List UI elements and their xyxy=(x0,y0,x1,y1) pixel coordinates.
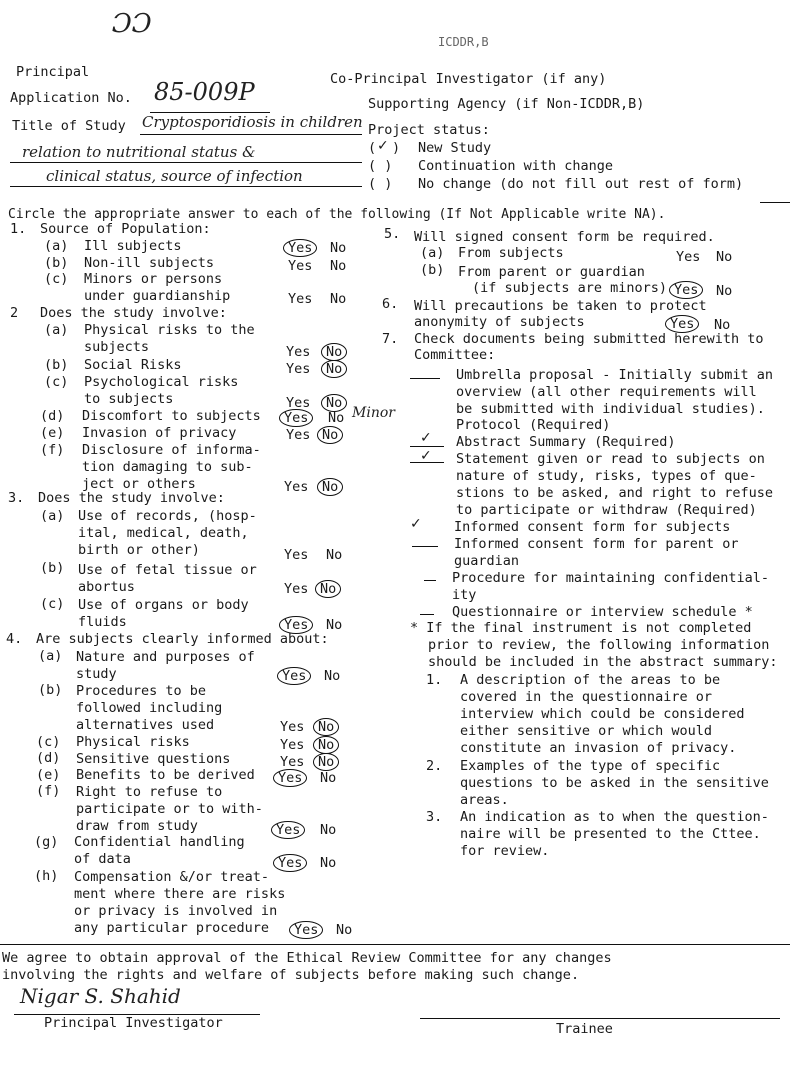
q6-yes: Yes xyxy=(670,316,694,332)
doc-umbrella-2: overview (all other requirements will xyxy=(456,384,757,400)
q3b-yes: Yes xyxy=(284,581,309,597)
q2e-letter: (e) xyxy=(40,425,65,441)
q2a-no: No xyxy=(326,344,342,360)
q2a-letter: (a) xyxy=(44,322,69,338)
title-label: Title of Study xyxy=(12,118,126,134)
project-status-label: Project status: xyxy=(368,122,490,138)
footer-rule xyxy=(0,944,790,945)
note-item-3-line-3: for review. xyxy=(460,843,550,859)
q2a-text-1: Physical risks to the xyxy=(84,322,255,338)
q2c-no: No xyxy=(326,395,342,411)
q2b-yes: Yes xyxy=(286,361,311,377)
q4f-no: No xyxy=(320,822,337,838)
q4b-yes: Yes xyxy=(280,719,305,735)
title-underline-1 xyxy=(140,134,362,135)
q5a-yes: Yes xyxy=(676,249,701,265)
q4h-no: No xyxy=(336,922,353,938)
agreement-line-2: involving the rights and welfare of subjects before making such change. xyxy=(2,967,580,983)
q4e-text: Benefits to be derived xyxy=(76,767,255,783)
q2-number: 2 xyxy=(10,305,19,321)
q2d-no: No xyxy=(328,410,345,426)
q3a-text-1: Use of records, (hosp- xyxy=(78,508,257,524)
q4d-text: Sensitive questions xyxy=(76,751,231,767)
q2d-yes: Yes xyxy=(284,410,308,426)
q4e-yes: Yes xyxy=(278,770,302,786)
pi-signature: Nigar S. Shahid xyxy=(20,984,181,1008)
doc-statement-blank xyxy=(410,462,444,463)
header-right-rule xyxy=(760,202,790,203)
q4h-text-3: or privacy is involved in xyxy=(74,903,278,919)
q2c-letter: (c) xyxy=(44,374,69,390)
q4a-text-2: study xyxy=(76,666,117,682)
q1b-text: Non-ill subjects xyxy=(84,255,215,271)
q5a-no: No xyxy=(716,249,733,265)
q4g-text-2: of data xyxy=(74,851,131,867)
q4a-yes: Yes xyxy=(282,668,306,684)
note-item-2-line-1: Examples of the type of specific xyxy=(460,758,721,774)
title-line-3: clinical status, source of infection xyxy=(46,167,303,185)
q2d-text: Discomfort to subjects xyxy=(82,408,261,424)
q4f-text-2: participate or to with- xyxy=(76,801,263,817)
application-number: 85-009P xyxy=(154,78,255,106)
title-line-2: relation to nutritional status & xyxy=(22,143,256,161)
q4a-text-1: Nature and purposes of xyxy=(76,649,255,665)
q4f-text-1: Right to refuse to xyxy=(76,784,223,800)
q2a-yes: Yes xyxy=(286,344,311,360)
q3b-no: No xyxy=(320,581,336,597)
status-bracket-nochange: ( ) xyxy=(368,176,393,192)
q1a-letter: (a) xyxy=(44,238,69,254)
header-org: ICDDR,B xyxy=(438,35,489,49)
q1c-yes: Yes xyxy=(288,291,313,307)
supporting-agency-label: Supporting Agency (if Non-ICDDR,B) xyxy=(368,96,645,112)
application-label: Application No. xyxy=(10,90,132,106)
q2e-no: No xyxy=(322,427,338,443)
doc-consent-parent-1: Informed consent form for parent or xyxy=(454,536,739,552)
q4g-yes: Yes xyxy=(278,855,302,871)
status-bracket-change: ( ) xyxy=(368,158,393,174)
q4b-text-2: followed including xyxy=(76,700,223,716)
q2c-text-1: Psychological risks xyxy=(84,374,239,390)
q5-title: Will signed consent form be required. xyxy=(414,229,715,245)
status-nochange-label: No change (do not fill out rest of form) xyxy=(418,176,744,192)
q4c-yes: Yes xyxy=(280,737,305,753)
q4f-letter: (f) xyxy=(36,783,61,799)
q4f-yes: Yes xyxy=(276,822,300,838)
q4h-yes: Yes xyxy=(294,922,318,938)
q3a-text-2: ital, medical, death, xyxy=(78,525,249,541)
q4b-text-1: Procedures to be xyxy=(76,683,207,699)
q4d-yes: Yes xyxy=(280,754,305,770)
principal-label: Principal xyxy=(16,64,90,80)
q4c-letter: (c) xyxy=(36,734,61,750)
note-item-1-line-3: interview which could be considered xyxy=(460,706,745,722)
note-item-2-line-3: areas. xyxy=(460,792,509,808)
q2c-yes: Yes xyxy=(286,395,311,411)
q3a-letter: (a) xyxy=(40,508,65,524)
trainee-signature-line xyxy=(420,1018,780,1019)
q1a-text: Ill subjects xyxy=(84,238,182,254)
status-change-label: Continuation with change xyxy=(418,158,614,174)
q4b-text-3: alternatives used xyxy=(76,717,215,733)
note-item-1-line-4: either sensitive or which would xyxy=(460,723,712,739)
doc-umbrella-blank xyxy=(410,378,440,379)
q4c-text: Physical risks xyxy=(76,734,190,750)
q2a-text-2: subjects xyxy=(84,339,150,355)
doc-consent-subj-check: ✓ xyxy=(410,516,422,532)
q6-text-1: Will precautions be taken to protect xyxy=(414,298,707,314)
q2f-text-1: Disclosure of informa- xyxy=(82,442,261,458)
doc-protocol: Protocol (Required) xyxy=(456,417,611,433)
note-item-3-line-2: naire will be presented to the Cttee. xyxy=(460,826,761,842)
doc-consent-parent-2: guardian xyxy=(454,553,520,569)
q2f-no: No xyxy=(322,479,338,495)
doc-umbrella-3: be submitted with individual studies). xyxy=(456,401,765,417)
q3a-text-3: birth or other) xyxy=(78,542,200,558)
status-bracket-new-close: ) xyxy=(392,140,401,156)
q3c-yes: Yes xyxy=(284,617,308,633)
title-line-1: Cryptosporidiosis in children xyxy=(142,113,363,131)
doc-statement-4: to participate or withdraw (Required) xyxy=(456,502,757,518)
q2e-text: Invasion of privacy xyxy=(82,425,237,441)
q7-text-2: Committee: xyxy=(414,347,496,363)
note-item-1-line-2: covered in the questionnaire or xyxy=(460,689,712,705)
q1c-text-2: under guardianship xyxy=(84,288,231,304)
note-item-1-line-5: constitute an invasion of privacy. xyxy=(460,740,737,756)
q4e-letter: (e) xyxy=(36,767,61,783)
title-underline-3 xyxy=(10,186,362,187)
q2e-yes: Yes xyxy=(286,427,311,443)
q1b-no: No xyxy=(330,258,347,274)
q5b-text-2: (if subjects are minors) xyxy=(472,280,668,296)
q3a-no: No xyxy=(326,547,343,563)
co-investigator-label: Co-Principal Investigator (if any) xyxy=(330,71,607,87)
q2b-no: No xyxy=(326,361,342,377)
q5b-text-1: From parent or guardian xyxy=(458,264,645,280)
doc-confid-1: Procedure for maintaining confidential- xyxy=(452,570,769,586)
q4h-text-1: Compensation &/or treat- xyxy=(74,869,270,885)
note-2: prior to review, the following information xyxy=(428,637,770,653)
q2d-note: Minor xyxy=(352,405,395,421)
q4b-no: No xyxy=(318,719,334,735)
doc-consent-par-blank xyxy=(412,546,438,547)
note-item-3-line-1: An indication as to when the question- xyxy=(460,809,769,825)
q6-text-2: anonymity of subjects xyxy=(414,314,585,330)
q4g-no: No xyxy=(320,855,337,871)
doc-question-blank xyxy=(420,614,434,615)
status-bracket-new: ( xyxy=(368,140,377,156)
status-new-check: ✓ xyxy=(377,138,389,154)
q3c-text-1: Use of organs or body xyxy=(78,597,249,613)
q1-title: Source of Population: xyxy=(40,221,211,237)
doc-consent-subjects: Informed consent form for subjects xyxy=(454,519,731,535)
doc-umbrella-1: Umbrella proposal - Initially submit an xyxy=(456,367,773,383)
note-item-3-number: 3. xyxy=(426,809,443,825)
doc-confid-blank xyxy=(424,580,436,581)
q1c-letter: (c) xyxy=(44,271,69,287)
q4h-letter: (h) xyxy=(34,868,59,884)
agreement-line-1: We agree to obtain approval of the Ethical Review Committee for any changes xyxy=(2,950,612,966)
q5-number: 5. xyxy=(384,226,401,242)
q2d-letter: (d) xyxy=(40,408,65,424)
q3-title: Does the study involve: xyxy=(38,490,225,506)
q4-title: Are subjects clearly informed about: xyxy=(36,631,329,647)
q4e-no: No xyxy=(320,770,337,786)
q4a-letter: (a) xyxy=(38,648,63,664)
header-scribble: ƆƆ xyxy=(112,9,152,39)
q3a-yes: Yes xyxy=(284,547,309,563)
q4f-text-3: draw from study xyxy=(76,818,198,834)
q4c-no: No xyxy=(318,737,334,753)
q4h-text-2: ment where there are risks xyxy=(74,886,286,902)
note-item-1-line-1: A description of the areas to be xyxy=(460,672,721,688)
note-item-1-number: 1. xyxy=(426,672,443,688)
q5a-text: From subjects xyxy=(458,245,564,261)
q2f-text-3: ject or others xyxy=(82,476,196,492)
q1c-text-1: Minors or persons xyxy=(84,271,223,287)
q4h-text-4: any particular procedure xyxy=(74,920,270,936)
q2b-letter: (b) xyxy=(44,357,69,373)
q5b-yes: Yes xyxy=(674,282,698,298)
doc-statement-check: ✓ xyxy=(420,448,432,464)
q7-text-1: Check documents being submitted herewith to xyxy=(414,331,764,347)
q4g-letter: (g) xyxy=(34,834,59,850)
note-3: should be included in the abstract summary: xyxy=(428,654,778,670)
q2f-letter: (f) xyxy=(40,442,65,458)
q1-number: 1. xyxy=(10,221,27,237)
doc-confid-2: ity xyxy=(452,587,477,603)
pi-label: Principal Investigator xyxy=(44,1015,223,1031)
q1c-no: No xyxy=(330,291,347,307)
q4-number: 4. xyxy=(6,631,23,647)
doc-statement-1: Statement given or read to subjects on xyxy=(456,451,765,467)
note-item-2-number: 2. xyxy=(426,758,443,774)
q3c-letter: (c) xyxy=(40,596,65,612)
q4a-no: No xyxy=(324,668,341,684)
q1a-yes: Yes xyxy=(288,240,312,256)
q3-number: 3. xyxy=(8,490,25,506)
q6-no: No xyxy=(714,317,731,333)
q5a-letter: (a) xyxy=(420,245,445,261)
q1b-letter: (b) xyxy=(44,255,69,271)
instruction-text: Circle the appropriate answer to each of the following (If Not Applicable write NA). xyxy=(8,207,666,222)
q5b-letter: (b) xyxy=(420,262,445,278)
q3b-letter: (b) xyxy=(40,560,65,576)
q7-number: 7. xyxy=(382,331,399,347)
title-underline-2 xyxy=(10,162,362,163)
q4b-letter: (b) xyxy=(38,682,63,698)
q4g-text-1: Confidential handling xyxy=(74,834,245,850)
doc-abstract: Abstract Summary (Required) xyxy=(456,434,676,450)
trainee-label: Trainee xyxy=(556,1021,613,1037)
q3b-text-2: abortus xyxy=(78,579,135,595)
note-item-2-line-2: questions to be asked in the sensitive xyxy=(460,775,769,791)
q1a-no: No xyxy=(330,240,347,256)
status-new-label: New Study xyxy=(418,140,492,156)
q5b-no: No xyxy=(716,283,733,299)
q4d-letter: (d) xyxy=(36,750,61,766)
q3c-text-2: fluids xyxy=(78,614,127,630)
doc-statement-3: stions to be asked, and right to refuse xyxy=(456,485,773,501)
doc-statement-2: nature of study, risks, types of que- xyxy=(456,468,757,484)
q2c-text-2: to subjects xyxy=(84,391,174,407)
q3b-text-1: Use of fetal tissue or xyxy=(78,562,257,578)
doc-abstract-blank xyxy=(410,446,444,447)
q6-number: 6. xyxy=(382,296,399,312)
q3c-no: No xyxy=(326,617,343,633)
q2-title: Does the study involve: xyxy=(40,305,227,321)
q2f-text-2: tion damaging to sub- xyxy=(82,459,253,475)
q2f-yes: Yes xyxy=(284,479,309,495)
note-1: * If the final instrument is not completed xyxy=(410,620,752,636)
q1b-yes: Yes xyxy=(288,258,313,274)
q2b-text: Social Risks xyxy=(84,357,182,373)
doc-questionnaire: Questionnaire or interview schedule * xyxy=(452,604,753,620)
doc-abstract-check: ✓ xyxy=(420,430,432,446)
q4d-no: No xyxy=(318,754,334,770)
